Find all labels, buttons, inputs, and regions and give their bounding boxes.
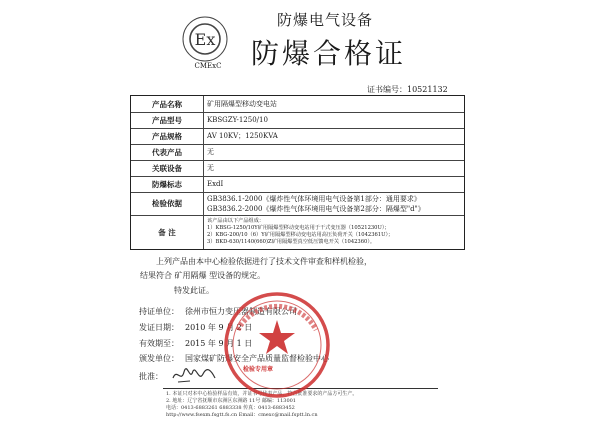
applicant-label: 持证单位： (139, 307, 179, 316)
table-row (131, 112, 464, 129)
notes-item-1: 1）KBSG-1250/10Y矿用隔爆型移动变电站用于干式变压器（10521230U）； (207, 224, 390, 231)
row-value: ExdI (207, 180, 224, 188)
certificate-table (130, 95, 465, 250)
issuer-label: 颁发单位： (139, 354, 179, 363)
ex-mark: Ex (194, 30, 216, 49)
footer-note-4: http://www.fsexm.fsgtt.fs.cn Email：cmexc@mail.fsptt.ln.cn (166, 412, 318, 418)
table-row (131, 215, 464, 249)
row-label: 防爆标志 (131, 176, 204, 192)
row-value: 矿用隔爆型移动变电站 (207, 100, 277, 108)
body-line-1: 上列产品由本中心检验依据进行了技术文件审查和样机检验， (156, 257, 372, 266)
footer-note-3: 电话：0413-6883261 6883338 传真：0413-6883452 (166, 405, 295, 411)
signature-icon (170, 363, 218, 387)
body-line-2: 结果符合 矿用隔爆 型设备的规定。 (140, 271, 266, 280)
applicant-value: 徐州市恒力变压器制造有限公司 (185, 307, 297, 316)
row-label: 检验依据 (131, 192, 204, 215)
notes-intro: 该产品由以下产品组成： (207, 217, 265, 224)
row-value: AV 10KV；1250KVA (207, 132, 278, 140)
row-value: 无 (207, 148, 214, 156)
approver-label: 批准： (139, 372, 163, 381)
row-label: 产品型号 (131, 112, 204, 128)
row-label: 产品规格 (131, 128, 204, 144)
row-label: 代表产品 (131, 144, 204, 160)
row-value: 无 (207, 164, 214, 172)
page-subtitle: 防爆电气设备 (277, 11, 374, 29)
issue-date-label: 发证日期： (139, 323, 179, 332)
table-row (131, 160, 464, 177)
issue-date-value: 2010 年 9 月 2 日 (185, 323, 253, 332)
row-value (207, 215, 462, 249)
seal-text: 检验专用章 (243, 366, 274, 373)
page-title: 防爆合格证 (251, 37, 407, 70)
row-label: 产品名称 (131, 96, 204, 112)
table-row (131, 96, 464, 113)
standard-line-2: GB3836.2-2000《爆炸性气体环境用电气设备第2部分：隔爆型"d"》 (207, 204, 425, 213)
row-label: 关联设备 (131, 160, 204, 176)
certificate-number: 证书编号：10521132 (367, 85, 448, 94)
table-row (131, 144, 464, 161)
footer-note-1: 1. 本证只对本中心检验样品有效，并证书号代表产品，符合批准要求的产品方可生产。 (166, 391, 358, 397)
row-value (207, 192, 462, 215)
row-label: 备 注 (131, 215, 204, 249)
table-row (131, 176, 464, 193)
notes-item-3: 3）BKD-630/1140(660)Z矿用隔爆型真空低压馈电开关（1042360）。 (207, 239, 376, 246)
standard-line-1: GB3836.1-2000《爆炸性气体环境用电气设备第1部分：通用要求》 (207, 194, 421, 203)
issuer-value: 国家煤矿防爆安全产品质量监督检验中心 (185, 354, 329, 363)
table-row (131, 192, 464, 216)
expiry-date-label: 有效期至： (139, 339, 179, 348)
table-row (131, 128, 464, 145)
row-value: KBSGZY-1250/10 (207, 116, 268, 124)
footer-note-2: 2. 地址：辽宁省抚顺市东洲区东洲路 11号 邮编：113001 (166, 398, 296, 404)
body-line-3: 特发此证。 (174, 286, 214, 295)
red-seal-icon (218, 286, 336, 404)
logo-caption: CMExC (194, 62, 222, 70)
expiry-date-value: 2015 年 9 月 1 日 (185, 339, 253, 348)
notes-item-2: 2）KBG-200/10（6）Y矿用隔爆型移动变电站用高压负荷开关（1042361U）； (207, 232, 394, 238)
